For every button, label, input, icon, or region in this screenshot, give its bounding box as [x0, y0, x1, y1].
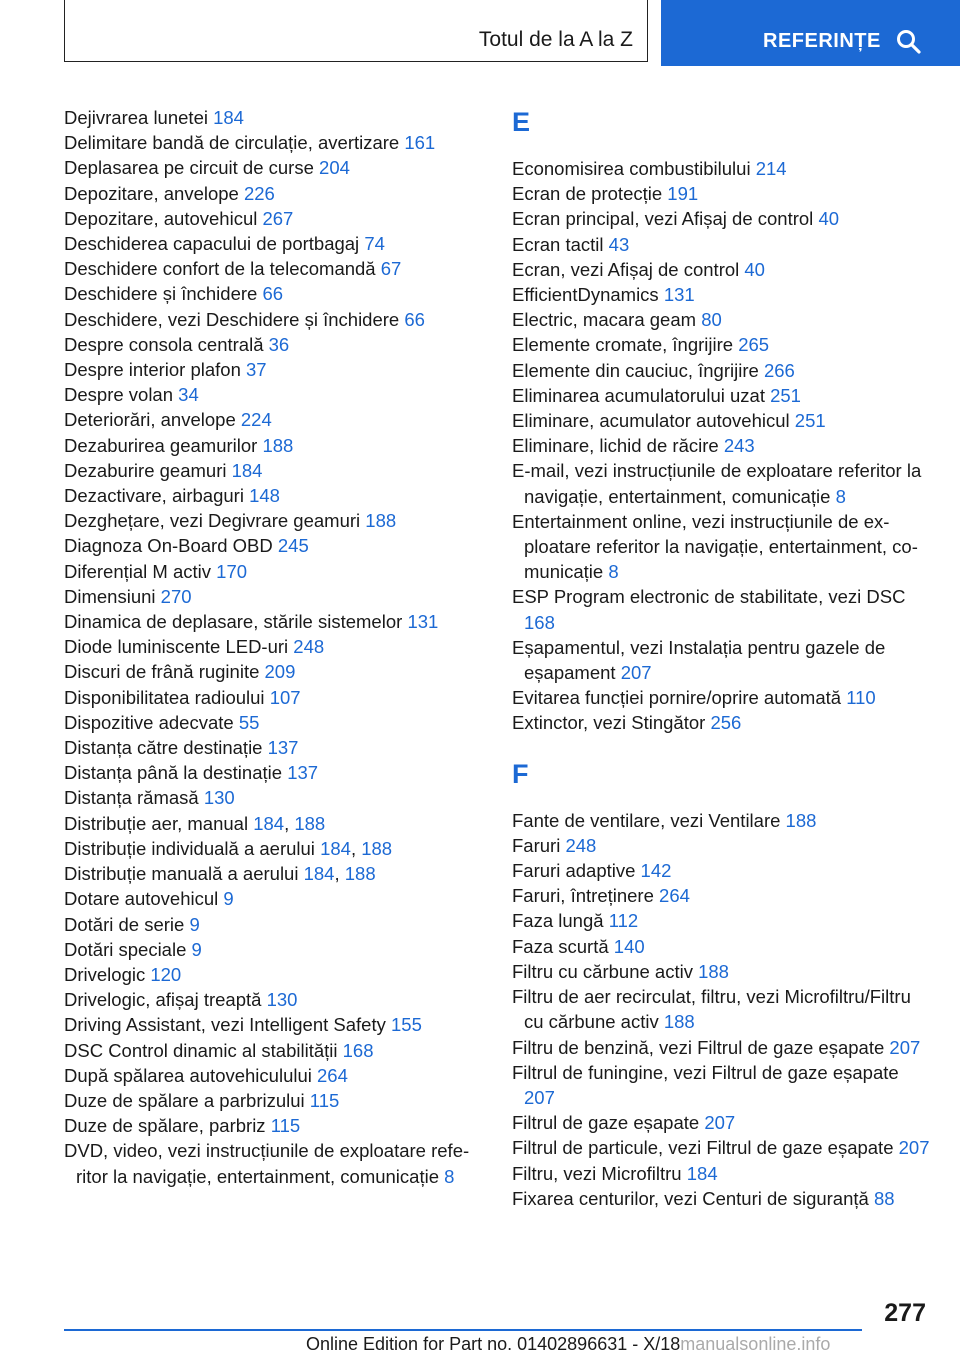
- index-entry: [512, 257, 932, 282]
- index-entry: [512, 685, 932, 710]
- index-entry-text: Dispozitive adecvate: [64, 711, 234, 733]
- index-entry: [64, 634, 484, 659]
- index-entry: [512, 332, 932, 357]
- page-link[interactable]: 110: [846, 687, 876, 709]
- index-entry-text: Dinamica de deplasare, stările sistemelor: [64, 611, 403, 633]
- index-entry-text: Eliminare, lichid de răcire: [512, 435, 719, 457]
- section-letter: F: [512, 758, 529, 789]
- page-link[interactable]: 188: [663, 1011, 695, 1033]
- index-entry: [64, 407, 484, 432]
- index-entry: [64, 609, 484, 634]
- index-entry-text: DSC Control dinamic al stabilității: [64, 1039, 338, 1061]
- index-entry: [64, 710, 484, 735]
- page-link[interactable]: 8: [444, 1165, 455, 1187]
- page-link[interactable]: 184: [303, 863, 335, 885]
- page-link[interactable]: 265: [738, 334, 770, 356]
- page-link[interactable]: 184: [213, 107, 244, 128]
- page-link[interactable]: 248: [565, 834, 597, 856]
- page-link[interactable]: 43: [608, 233, 630, 255]
- page-number: 277: [884, 1299, 926, 1327]
- index-entry: [64, 1138, 484, 1188]
- index-entry-text: Drivelogic, afișaj treaptă: [64, 989, 262, 1011]
- index-entry-text: Despre consola centrală: [64, 333, 264, 355]
- index-entry-text: Deteriorări, anvelope: [64, 409, 236, 431]
- index-entry-text: Filtru de benzină, vezi Filtrul de gaze eșapate: [512, 1036, 885, 1058]
- page-link[interactable]: 184: [231, 459, 263, 481]
- page-link[interactable]: 207: [524, 1086, 555, 1108]
- index-entry-text: Distribuție aer, manual: [64, 812, 249, 834]
- index-entry: Distribuție aer, manual 184, 188: [64, 812, 326, 834]
- page-link[interactable]: 131: [663, 284, 695, 306]
- index-entry-text: Delimitare bandă de circulație, avertizare: [64, 132, 400, 154]
- index-entry-text: Faruri: [512, 834, 561, 856]
- page-link[interactable]: 55: [238, 711, 260, 733]
- page-link[interactable]: 137: [287, 762, 319, 784]
- index-entry: [64, 1012, 484, 1037]
- index-entry: [512, 408, 932, 433]
- index-entry: [512, 635, 932, 685]
- page-link[interactable]: 66: [404, 308, 425, 330]
- page-link[interactable]: 112: [608, 910, 639, 932]
- index-entry: [512, 1035, 932, 1060]
- index-entry-text: Depozitare, autovehicul: [64, 207, 258, 229]
- index-entry: [512, 908, 932, 933]
- page-link[interactable]: 88: [873, 1187, 895, 1209]
- index-entry-text: Deschidere confort de la telecomandă: [64, 258, 376, 280]
- index-entry: [512, 959, 932, 984]
- index-entry-text: Faza scurtă: [512, 935, 609, 957]
- page-link[interactable]: 80: [701, 309, 722, 331]
- index-entry: [512, 858, 932, 883]
- page-link[interactable]: 207: [620, 662, 652, 684]
- page-link[interactable]: 207: [704, 1112, 736, 1134]
- page-link[interactable]: 67: [380, 258, 402, 280]
- index-entry: [512, 1060, 932, 1110]
- index-entry: [512, 307, 932, 332]
- index-entry: [512, 1186, 932, 1211]
- index-entry-text: Filtrul de funingine, vezi Filtrul de gaze eșapate: [512, 1061, 899, 1083]
- index-entry-text: Ecran tactil: [512, 233, 604, 255]
- page-link[interactable]: 168: [524, 611, 555, 633]
- index-entry: [64, 559, 484, 584]
- page-link[interactable]: 207: [898, 1137, 930, 1159]
- page-link[interactable]: 9: [223, 888, 234, 910]
- index-entry-text: Driving Assistant, vezi Intelligent Safety: [64, 1014, 386, 1036]
- index-entry: [512, 232, 932, 257]
- page-link[interactable]: 130: [203, 787, 235, 809]
- index-entry: [64, 105, 484, 130]
- references-tab[interactable]: [661, 0, 960, 66]
- index-entry: [512, 883, 932, 908]
- header-title: Totul de la A la Z: [478, 28, 633, 51]
- page-link[interactable]: 40: [818, 208, 840, 230]
- index-entry: [64, 886, 484, 911]
- page-link[interactable]: 8: [608, 561, 619, 583]
- index-entry-text: Entertainment online, vezi instrucțiunile de exploatare referitor la navigație, entertainment, comunicație: [512, 510, 918, 583]
- index-entry-text: E-mail, vezi instrucțiunile de exploatare referitor la navigație, entertainment, comunicație: [512, 460, 922, 507]
- page-link[interactable]: 184: [320, 837, 351, 859]
- page-link[interactable]: 184: [253, 812, 285, 834]
- index-entry: Distribuție manuală a aerului 184, 188: [64, 863, 376, 885]
- index-entry: [64, 962, 484, 987]
- page-link[interactable]: 9: [189, 913, 200, 935]
- index-entry: Distribuție individuală a aerului 184, 188: [64, 837, 393, 859]
- index-entry: [64, 1088, 484, 1113]
- index-entry-text: Filtrul de gaze eșapate: [512, 1112, 700, 1134]
- index-entry-text: Drivelogic: [64, 963, 146, 985]
- page-link[interactable]: 9: [191, 938, 202, 960]
- page-link[interactable]: 74: [364, 233, 385, 255]
- index-entry-text: Dezaburire geamuri: [64, 459, 227, 481]
- page-link[interactable]: 256: [710, 712, 742, 734]
- index-entry: [64, 155, 484, 180]
- index-entry-text: Eliminarea acumulatorului uzat: [512, 384, 765, 406]
- index-entry: [512, 282, 932, 307]
- references-tab-label: REFERINȚE: [763, 30, 881, 52]
- page-link[interactable]: 251: [794, 410, 826, 432]
- index-entry-text: Ecran de protecție: [512, 183, 663, 205]
- index-entry: [64, 256, 484, 281]
- page-link[interactable]: 161: [404, 132, 436, 154]
- page-link[interactable]: 270: [160, 585, 192, 607]
- index-entry-text: ESP Program electronic de stabilitate, vezi DSC: [512, 586, 906, 608]
- index-entry: [512, 808, 932, 833]
- index-entry-text: Filtru, vezi Microfiltru: [512, 1162, 682, 1184]
- index-entry: [64, 130, 484, 155]
- page-link[interactable]: 130: [266, 989, 298, 1011]
- index-entry-text: Duze de spălare a parbrizului: [64, 1089, 305, 1111]
- index-entry: [64, 912, 484, 937]
- index-entry: [64, 433, 484, 458]
- page-link[interactable]: 184: [686, 1162, 718, 1184]
- page-link[interactable]: 266: [763, 359, 795, 381]
- page-link[interactable]: 243: [723, 435, 755, 457]
- index-entry: [64, 785, 484, 810]
- search-icon[interactable]: [896, 29, 922, 55]
- index-entry-text: Despre interior plafon: [64, 359, 241, 381]
- index-entry-text: Faruri adaptive: [512, 860, 636, 882]
- index-entry-text: Extinctor, vezi Stingător: [512, 712, 706, 734]
- page-link[interactable]: 142: [640, 860, 672, 882]
- index-entry-text: Deschidere, vezi Deschidere și închidere: [64, 308, 400, 330]
- index-entry-text: Elemente cromate, îngrijire: [512, 334, 734, 356]
- index-entry-text: Faza lungă: [512, 910, 604, 932]
- index-entry: [64, 382, 484, 407]
- index-entry-text: Deschiderea capacului de portbagaj: [64, 233, 360, 255]
- index-entry: [512, 206, 932, 231]
- index-entry-text: Distanța până la destinație: [64, 762, 283, 784]
- page-link[interactable]: 66: [262, 283, 284, 305]
- page-link[interactable]: 264: [659, 885, 690, 907]
- index-entry-text: Dimensiuni: [64, 585, 156, 607]
- index-entry: [64, 307, 484, 332]
- index-entry-text: Depozitare, anvelope: [64, 182, 239, 204]
- index-entry-text: Faruri, întreținere: [512, 885, 654, 907]
- page-link[interactable]: 188: [294, 812, 326, 834]
- page-link[interactable]: 188: [262, 434, 294, 456]
- index-entry: [64, 987, 484, 1012]
- page-link[interactable]: 204: [319, 157, 350, 179]
- section-letter: E: [512, 107, 531, 137]
- page-link[interactable]: 188: [785, 809, 817, 831]
- page-link[interactable]: 248: [293, 636, 325, 658]
- index-entry-text: Dotări de serie: [64, 913, 185, 935]
- footer-watermark: manualsonline.info: [680, 1334, 831, 1354]
- index-entry-text: Distanța către destinație: [64, 737, 263, 759]
- page-link[interactable]: 140: [613, 935, 645, 957]
- index-entry: [512, 433, 932, 458]
- index-entry-text: Eliminare, acumulator autovehicul: [512, 410, 790, 432]
- index-entry-text: Despre volan: [64, 384, 174, 406]
- index-entry-text: Diode luminiscente LED-uri: [64, 636, 289, 658]
- page-link[interactable]: 148: [249, 485, 280, 507]
- index-entry: [64, 659, 484, 684]
- index-entry: [512, 458, 932, 508]
- index-entry-text: Distribuție individuală a aerului: [64, 837, 315, 859]
- index-entry: [64, 937, 484, 962]
- page-link[interactable]: 170: [216, 560, 248, 582]
- index-entry: [512, 1161, 932, 1186]
- index-entry-text: Economisirea combustibilului: [512, 158, 751, 179]
- index-entry-text: Ecran principal, vezi Afișaj de control: [512, 208, 814, 230]
- index-entry-text: Deschidere și închidere: [64, 283, 258, 305]
- page-link[interactable]: 188: [344, 863, 376, 885]
- index-entry: [512, 509, 932, 585]
- index-entry-text: Dotare autovehicul: [64, 888, 219, 910]
- index-entry: [64, 508, 484, 533]
- index-entry-text: Fixarea centurilor, vezi Centuri de siguranță: [512, 1187, 869, 1209]
- index-entry-text: Dezghețare, vezi Degivrare geamuri: [64, 510, 361, 532]
- index-column-left: [64, 105, 484, 1189]
- index-entry-text: Disponibilitatea radioului: [64, 686, 265, 708]
- index-entry-text: Ecran, vezi Afișaj de control: [512, 258, 740, 280]
- header-title-box: [64, 0, 648, 62]
- page-link[interactable]: 245: [277, 535, 309, 557]
- page-link[interactable]: 251: [770, 384, 801, 406]
- index-entry-text: Deplasarea pe circuit de curse: [64, 157, 314, 179]
- page-link[interactable]: 264: [317, 1064, 348, 1086]
- index-entry-text: Evitarea funcției pornire/oprire automată: [512, 687, 842, 709]
- index-entry-text: Filtru cu cărbune activ: [512, 960, 693, 982]
- page-link[interactable]: 267: [262, 207, 294, 229]
- index-entry: [512, 1110, 932, 1135]
- index-entry: [512, 710, 932, 735]
- index-entry-text: Diferențial M activ: [64, 560, 212, 582]
- page-link[interactable]: 207: [889, 1036, 921, 1058]
- page-link[interactable]: 226: [243, 182, 275, 204]
- index-entry-text: DVD, video, vezi instrucțiunile de exploatare referitor la navigație, entertainment, comunicație: [64, 1140, 470, 1187]
- page-header: [0, 0, 960, 66]
- index-entry-text: Distribuție manuală a aerului: [64, 863, 299, 885]
- page-link[interactable]: 155: [391, 1014, 422, 1036]
- index-entry: [512, 358, 932, 383]
- footer-edition: Online Edition for Part no. 01402896631 - X/18: [306, 1334, 681, 1354]
- index-entry-text: EfficientDynamics: [512, 284, 659, 306]
- index-entry: [64, 760, 484, 785]
- index-entry: [512, 584, 932, 634]
- index-entry: [64, 231, 484, 256]
- index-entry: [64, 332, 484, 357]
- page-link[interactable]: 191: [667, 183, 699, 205]
- index-entry: [64, 483, 484, 508]
- index-entry: [64, 1063, 484, 1088]
- index-entry-text: Discuri de frână ruginite: [64, 661, 260, 683]
- index-entry-text: Filtrul de particule, vezi Filtrul de gaze eșapate: [512, 1137, 894, 1159]
- index-entry: [512, 934, 932, 959]
- index-entry-text: Filtru de aer recirculat, filtru, vezi Microfiltru/Filtru cu cărbune activ: [512, 986, 911, 1033]
- index-entry-text: Diagnoza On-Board OBD: [64, 535, 273, 557]
- page-link[interactable]: 34: [178, 384, 199, 406]
- index-entry: [512, 156, 932, 181]
- index-entry: [64, 357, 484, 382]
- index-entry: [64, 181, 484, 206]
- index-entry: [512, 181, 932, 206]
- footer-divider: [64, 1329, 862, 1331]
- index-entry-text: Electric, macara geam: [512, 309, 697, 331]
- index-entry: [64, 281, 484, 306]
- page-link[interactable]: 115: [270, 1115, 301, 1137]
- footer: [306, 1334, 830, 1355]
- page-link[interactable]: 120: [150, 963, 182, 985]
- index-entry: [512, 833, 932, 858]
- index-entry: [64, 458, 484, 483]
- index-entry-text: Eșapamentul, vezi Instalația pentru gazele de eșapament: [512, 636, 886, 684]
- index-entry: [64, 206, 484, 231]
- page-link[interactable]: 188: [698, 960, 729, 982]
- page-link[interactable]: 224: [240, 409, 272, 431]
- page-link[interactable]: 37: [246, 359, 267, 381]
- page-link[interactable]: 36: [268, 333, 290, 355]
- page-link[interactable]: 188: [365, 510, 397, 532]
- page-link[interactable]: 107: [269, 686, 301, 708]
- page-link[interactable]: 214: [755, 158, 787, 179]
- page-link[interactable]: 168: [342, 1039, 374, 1061]
- index-entry-text: Duze de spălare, parbriz: [64, 1115, 266, 1137]
- index-entry: [64, 533, 484, 558]
- index-entry: [64, 735, 484, 760]
- index-entry-text: Elemente din cauciuc, îngrijire: [512, 359, 759, 381]
- index-entry-text: Dejivrarea lunetei: [64, 107, 208, 128]
- index-entry-text: După spălarea autovehiculului: [64, 1064, 312, 1086]
- index-entry-text: Distanța rămasă: [64, 787, 199, 809]
- page-link[interactable]: 188: [361, 837, 393, 859]
- index-entry-text: Dezaburirea geamurilor: [64, 434, 258, 456]
- page-link[interactable]: 115: [309, 1089, 340, 1111]
- index-entry-text: Fante de ventilare, vezi Ventilare: [512, 809, 781, 831]
- index-entry: [64, 685, 484, 710]
- page-link[interactable]: 209: [264, 661, 296, 683]
- index-entry: [512, 383, 932, 408]
- page-link[interactable]: 8: [835, 485, 846, 507]
- index-entry: [64, 1113, 484, 1138]
- page-link[interactable]: 137: [267, 737, 299, 759]
- index-entry: [512, 984, 932, 1034]
- page-link[interactable]: 40: [744, 258, 765, 280]
- index-entry-text: Dotări speciale: [64, 938, 187, 960]
- index-column-right: [512, 105, 932, 1211]
- index-entry: [64, 1038, 484, 1063]
- index-entry: [512, 1135, 932, 1160]
- index-entry-text: Dezactivare, airbaguri: [64, 485, 244, 507]
- page-link[interactable]: 131: [407, 611, 439, 633]
- index-entry: [64, 584, 484, 609]
